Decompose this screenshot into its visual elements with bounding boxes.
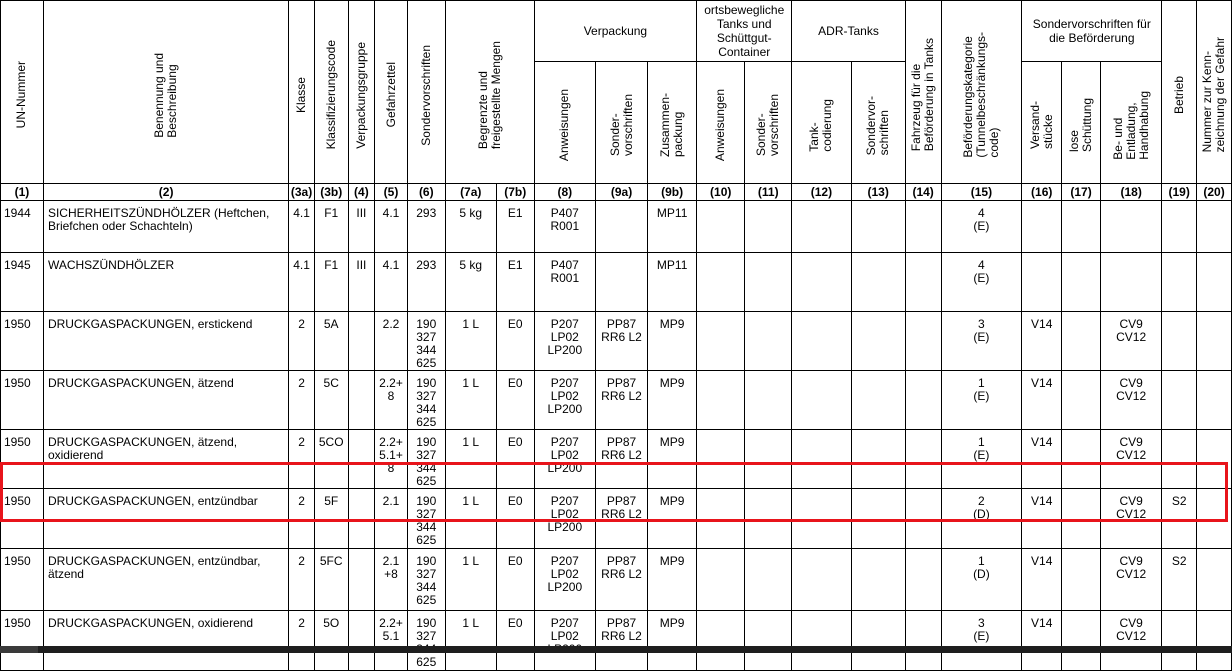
header-tank-special-provisions: Sonder- vorschriften [745,62,792,184]
column-number: (12) [792,184,851,201]
table-cell: 4.1 [289,253,315,312]
table-cell: 190 327 625 [407,611,445,671]
table-cell [1062,549,1101,611]
table-cell [905,371,941,430]
viewer-bottom-bar [0,646,1232,653]
table-cell [905,489,941,549]
table-cell: 3 (E) [941,611,1022,671]
table-cell: E0 [496,549,534,611]
table-cell [697,611,745,671]
table-cell [1197,312,1232,371]
table-cell: S2 [1162,489,1197,549]
table-cell: 1 L [445,312,496,371]
table-cell [1197,371,1232,430]
table-cell [595,253,647,312]
table-cell [905,253,941,312]
header-tank-instructions: Anweisungen [697,62,745,184]
table-cell: 293 [407,201,445,253]
table-cell: 1950 [1,611,44,671]
table-cell: 5A [314,312,348,371]
header-bulk: lose Schüttung [1062,62,1101,184]
table-cell: 5F [314,489,348,549]
header-group-portable-tanks: ortsbewegliche Tanks und Schüttgut- Container [697,1,792,62]
table-cell [697,312,745,371]
table-cell [348,489,375,549]
header-group-special-provisions-carriage: Sondervorschriften für die Beförderung [1022,1,1162,62]
table-cell: CV9 CV12 [1100,312,1161,371]
table-cell [905,430,941,489]
table-cell [348,371,375,430]
table-cell [905,611,941,671]
table-cell: SICHERHEITSZÜNDHÖLZER (Heftchen, Briefchen oder Schachteln) [43,201,288,253]
table-cell [595,201,647,253]
table-cell: DRUCKGASPACKUNGEN, ätzend [43,371,288,430]
table-cell: CV9 CV12 [1100,371,1161,430]
table-row [1,312,1232,371]
table-cell: E1 [496,201,534,253]
table-cell: 4 (E) [941,253,1022,312]
table-cell [851,430,905,489]
table-cell [1062,489,1101,549]
viewer-bottom-tab [0,646,38,653]
table-cell: 5C [314,371,348,430]
table-cell: F1 [314,253,348,312]
table-cell [1062,611,1101,671]
column-number: (16) [1022,184,1062,201]
table-cell: DRUCKGASPACKUNGEN, erstickend [43,312,288,371]
table-cell: 190 327 344 625 [407,430,445,489]
table-cell: 1 L [445,549,496,611]
table-cell [851,312,905,371]
table-cell: 4.1 [289,201,315,253]
table-cell: P407 R001 [534,253,595,312]
column-number: (15) [941,184,1022,201]
table-cell: 1 (E) [941,430,1022,489]
table-cell: V14 [1022,489,1062,549]
header-class: Klasse [289,1,315,184]
table-cell [851,489,905,549]
table-cell: E0 [496,312,534,371]
table-cell: 4.1 [375,201,408,253]
table-cell: PP87 RR6 L2 [595,549,647,611]
table-cell: V14 [1022,430,1062,489]
column-number: (17) [1062,184,1101,201]
table-cell [792,371,851,430]
column-number: (2) [43,184,288,201]
column-number: (7a) [445,184,496,201]
header-packages: Versand- stücke [1022,62,1062,184]
table-cell: V14 [1022,549,1062,611]
table-cell: 3 (E) [941,312,1022,371]
header-tank-code: Tank- codierung [792,62,851,184]
table-cell: 1 L [445,611,496,671]
table-cell: V14 [1022,611,1062,671]
column-number: (18) [1100,184,1161,201]
table-cell [745,611,792,671]
table-cell: 2 [289,312,315,371]
table-cell: 1944 [1,201,44,253]
table-cell [745,549,792,611]
column-number: (5) [375,184,408,201]
table-cell [697,201,745,253]
table-cell [1062,312,1101,371]
table-cell: 1950 [1,549,44,611]
table-cell: III [348,201,375,253]
header-classification-code: Klassifizierungscode [314,1,348,184]
table-cell: 2 [289,489,315,549]
header-un-number: UN-Nummer [1,1,44,184]
column-number: (3b) [314,184,348,201]
table-row [1,489,1232,549]
table-cell [1022,201,1062,253]
table-cell: 190 327 344 625 [407,371,445,430]
table-cell [745,371,792,430]
table-row [1,611,1232,671]
table-cell: E0 [496,371,534,430]
column-number: (9b) [648,184,697,201]
header-adr-tank-special-provisions: Sondervor- schriften [851,62,905,184]
table-cell [1162,312,1197,371]
table-cell: DRUCKGASPACKUNGEN, entzündbar [43,489,288,549]
table-cell [1197,489,1232,549]
table-cell [1062,253,1101,312]
table-cell [1162,430,1197,489]
table-cell [1197,253,1232,312]
table-cell: E0 [496,489,534,549]
table-cell [905,201,941,253]
table-cell: E1 [496,253,534,312]
column-number: (9a) [595,184,647,201]
header-name-description: Benennung und Beschreibung [43,1,288,184]
header-mixed-packing: Zusammen- packung [648,62,697,184]
table-cell: V14 [1022,312,1062,371]
header-group-packaging: Verpackung [534,1,697,62]
table-cell: 1 (D) [941,549,1022,611]
table-row [1,253,1232,312]
table-cell [851,549,905,611]
table-cell: 2.1 +8 [375,549,408,611]
table-cell [1197,201,1232,253]
column-number: (11) [745,184,792,201]
column-number: (14) [905,184,941,201]
table-cell [905,312,941,371]
table-cell: CV9 CV12 [1100,430,1161,489]
table-cell: 190 327 344 625 [407,489,445,549]
table-cell: 1950 [1,371,44,430]
table-cell [851,201,905,253]
table-cell [851,371,905,430]
column-number: (6) [407,184,445,201]
table-cell [697,489,745,549]
table-cell: 5CO [314,430,348,489]
table-cell [1062,430,1101,489]
table-cell: 4.1 [375,253,408,312]
table-cell [1162,201,1197,253]
table-cell: 2 [289,430,315,489]
table-cell: P207 LP02 LP200 [534,430,595,489]
table-cell: 2.1 [375,489,408,549]
table-cell: 1 L [445,371,496,430]
header-limited-quantities: Begrenzte und freigestellte Mengen [445,1,534,184]
table-cell: DRUCKGASPACKUNGEN, entzündbar, ätzend [43,549,288,611]
table-cell [792,489,851,549]
table-cell: MP9 [648,430,697,489]
table-cell [697,371,745,430]
table-cell [697,253,745,312]
table-cell: 2 (D) [941,489,1022,549]
header-special-provisions: Sondervorschriften [407,1,445,184]
table-cell [1197,430,1232,489]
header-operation: Betrieb [1162,1,1197,184]
table-cell [1062,201,1101,253]
table-cell [1197,611,1232,671]
table-cell: P207 LP02 LP200 [534,371,595,430]
table-cell: 190 327 344 625 [407,549,445,611]
column-number: (1) [1,184,44,201]
table-cell [745,430,792,489]
table-cell [348,611,375,671]
table-cell: 2.2 [375,312,408,371]
table-cell [697,549,745,611]
header-labels: Gefahrzettel [375,1,408,184]
table-cell [348,430,375,489]
table-cell: MP9 [648,489,697,549]
header-packing-special-provisions: Sonder- vorschriften [595,62,647,184]
table-cell: MP9 [648,549,697,611]
header-loading-handling: Be- und Entladung, Handhabung [1100,62,1161,184]
table-cell: P207 LP02 LP200 [534,489,595,549]
table-cell: P407 R001 [534,201,595,253]
table-cell [745,201,792,253]
table-cell: 5FC [314,549,348,611]
table-cell: P207 LP02 LP200 [534,312,595,371]
table-cell: E0 [496,611,534,671]
table-cell: PP87 RR6 L2 [595,371,647,430]
table-cell: 5O [314,611,348,671]
column-number: (3a) [289,184,315,201]
table-cell: CV9 CV12 [1100,489,1161,549]
table-cell: 2 [289,549,315,611]
column-number-row [1,184,1232,201]
table-cell [745,253,792,312]
table-cell: 1950 [1,430,44,489]
table-cell: 5 kg [445,201,496,253]
column-number: (19) [1162,184,1197,201]
table-cell: P207 LP02 LP200 [534,549,595,611]
table-cell: 293 [407,253,445,312]
table-cell: E0 [496,430,534,489]
table-cell: III [348,253,375,312]
header-transport-category: Beförderungskategorie (Tunnelbeschränkungs- code) [941,1,1022,184]
table-cell: 2.2+ 8 [375,371,408,430]
table-cell: 2.2+ 5.1+ 8 [375,430,408,489]
table-cell [1197,549,1232,611]
table-cell [745,489,792,549]
table-cell: MP11 [648,201,697,253]
table-cell [1162,611,1197,671]
table-cell: 4 (E) [941,201,1022,253]
table-cell: 1 (E) [941,371,1022,430]
table-cell: MP9 [648,371,697,430]
table-cell [851,253,905,312]
table-cell: PP87 RR6 L2 [595,430,647,489]
table-cell: S2 [1162,549,1197,611]
table-cell: PP87 RR6 L2 [595,489,647,549]
table-cell: 5 kg [445,253,496,312]
column-number: (8) [534,184,595,201]
table-cell: 1945 [1,253,44,312]
table-cell: 2.2+ 5.1 [375,611,408,671]
header-group-adr-tanks: ADR-Tanks [792,1,905,62]
table-row [1,371,1232,430]
table-cell: 1950 [1,312,44,371]
table-cell [792,549,851,611]
table-cell [1100,201,1161,253]
table-body [1,201,1232,671]
table-cell [1162,253,1197,312]
column-number: (20) [1197,184,1232,201]
table-cell [1162,371,1197,430]
table-cell: CV9 CV12 [1100,611,1161,671]
table-cell: 1 L [445,489,496,549]
table-cell [1022,253,1062,312]
table-cell: PP87 RR6 L2 [595,312,647,371]
table-cell [792,201,851,253]
table-row [1,201,1232,253]
table-cell: CV9 CV12 [1100,549,1161,611]
table-cell [792,430,851,489]
table-row [1,430,1232,489]
table-cell: P207 LP02 [534,611,595,671]
table-cell [348,312,375,371]
table-cell [348,549,375,611]
table-cell: 1 L [445,430,496,489]
table-cell [792,611,851,671]
table-cell: WACHSZÜNDHÖLZER [43,253,288,312]
table-cell: MP9 [648,312,697,371]
table-cell: MP9 [648,611,697,671]
header-packing-instructions: Anweisungen [534,62,595,184]
table-cell: F1 [314,201,348,253]
table-cell: 1950 [1,489,44,549]
table-cell [1100,253,1161,312]
table-cell: 2 [289,371,315,430]
table-cell: PP87 RR6 L2 [595,611,647,671]
header-vehicle-tank-carriage: Fahrzeug für die Beförderung in Tanks [905,1,941,184]
table-cell: DRUCKGASPACKUNGEN, ätzend, oxidierend [43,430,288,489]
table-row [1,549,1232,611]
header-packing-group: Verpackungsgruppe [348,1,375,184]
column-number: (10) [697,184,745,201]
header-hazard-id-number: Nummer zur Kenn- zeichnung der Gefahr [1197,1,1232,184]
table-cell [792,312,851,371]
table-cell [851,611,905,671]
table-cell: DRUCKGASPACKUNGEN, oxidierend [43,611,288,671]
table-cell: 2 [289,611,315,671]
column-number: (13) [851,184,905,201]
column-number: (4) [348,184,375,201]
table-cell [697,430,745,489]
table-cell [905,549,941,611]
table-cell [1062,371,1101,430]
table-cell [745,312,792,371]
table-cell: 190 327 344 625 [407,312,445,371]
table-cell [792,253,851,312]
table-cell: V14 [1022,371,1062,430]
table-cell: MP11 [648,253,697,312]
column-number: (7b) [496,184,534,201]
